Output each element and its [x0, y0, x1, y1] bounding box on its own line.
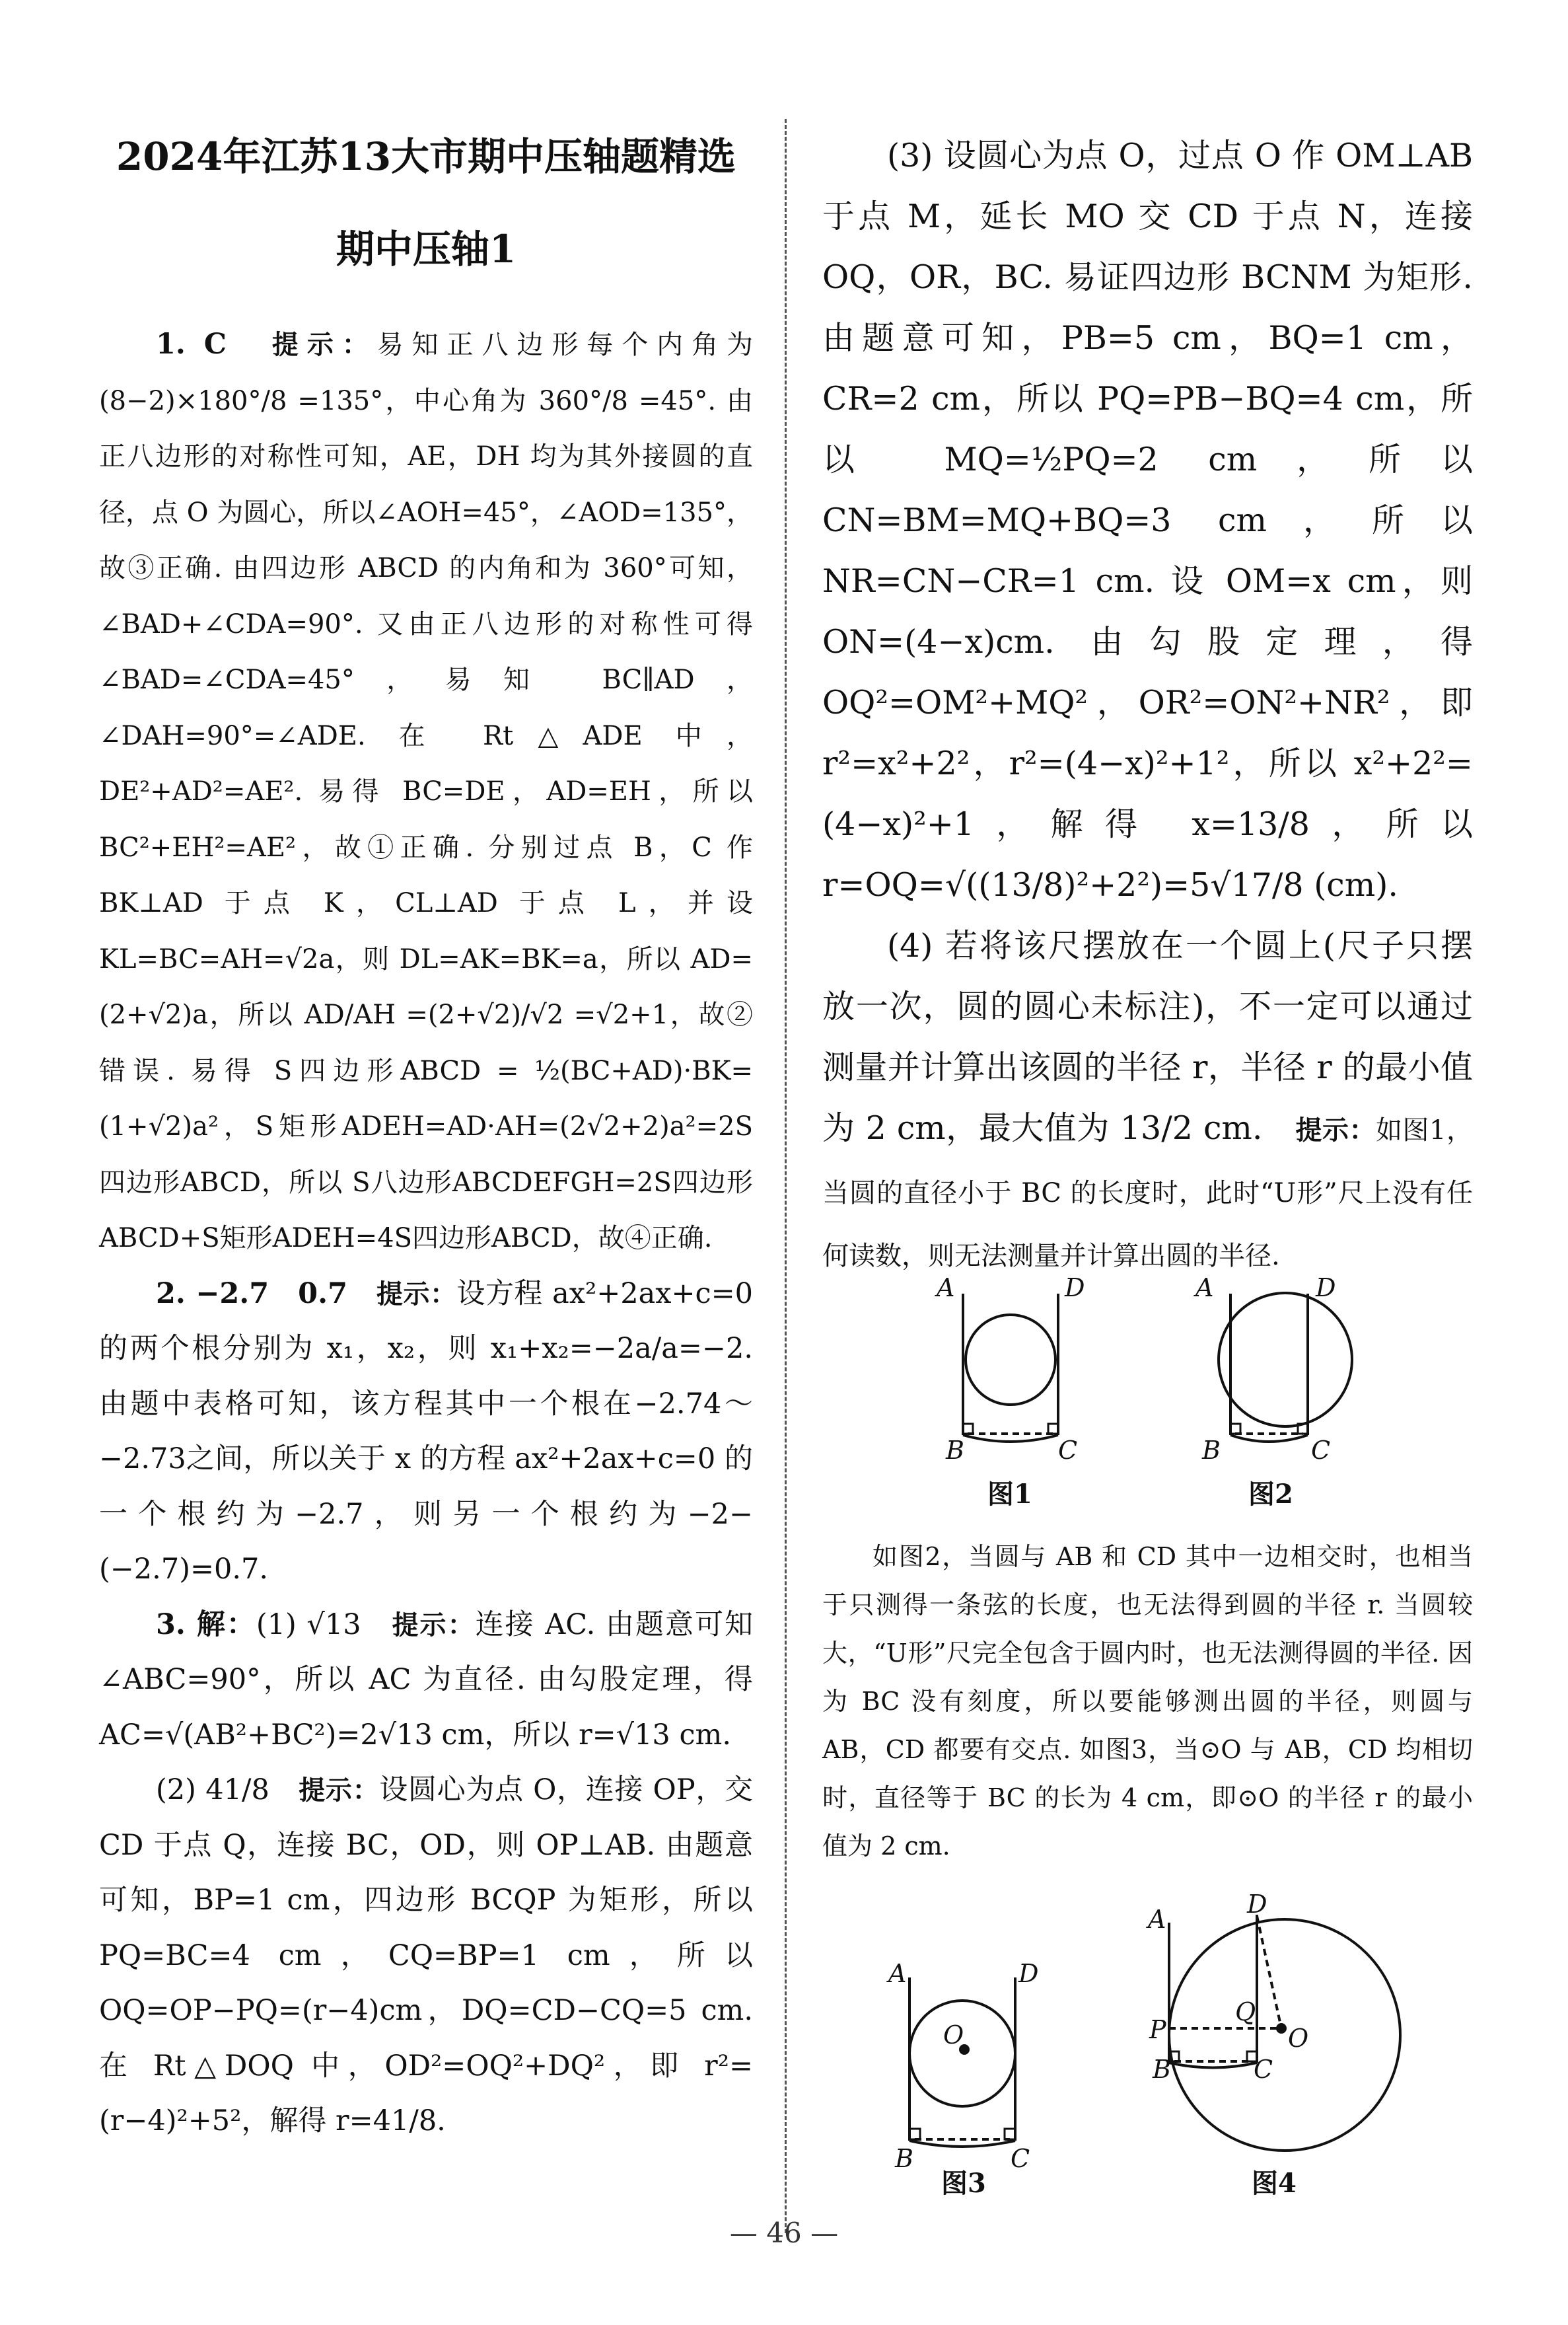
figure-4 [1146, 1890, 1400, 2199]
label-A: A [1195, 1273, 1214, 1302]
label-Q: Q [1235, 1997, 1256, 2026]
answer-3-4-text: (4) 若将该尺摆放在一个圆上(尺子只摆放一次，圆的圆心未标注)，不一定可以通过测量并计算出该圆的半径 r，半径 r 的最小值为 2 cm，最大值为 13/2 cm. [822, 927, 1473, 1147]
figure-4-caption: 图4 [1252, 2168, 1297, 2199]
page-number: — 46 — [729, 2217, 839, 2249]
label-B: B [946, 1436, 964, 1465]
label-P: P [1149, 2015, 1166, 2044]
page-title: 2024年江苏13大市期中压轴题精选 [116, 134, 736, 179]
answer-3-2-text: 设圆心为点 O，连接 OP，交 CD 于点 Q，连接 BC，OD，则 OP⊥AB. 由题意可知，BP=1 cm，四边形 BCQP 为矩形，所以 PQ=BC=4 cm，CQ=BP=1 cm，所以 OQ=OP−PQ=(r−4)cm，DQ=CD−CQ=5 cm. 在 Rt△DOQ 中，OD²=OQ²+DQ²，即 r²=(r−4)²+5²，解得 r=41/8. [99, 1773, 754, 2137]
hint-label: 提示： [376, 1278, 457, 1310]
figure-2-caption: 图2 [1248, 1479, 1293, 1510]
figure-3-caption: 图3 [941, 2168, 986, 2199]
hint-label: 提示： [392, 1609, 476, 1641]
label-B: B [1202, 1436, 1221, 1465]
section-title: 期中压轴1 [336, 227, 517, 272]
figure-2 [1194, 1273, 1352, 1510]
answer-1-text: 易知正八边形每个内角为 (8−2)×180°/8 =135°，中心角为 360°/8 =45°. 由正八边形的对称性可知，AE，DH 均为其外接圆的直径，点 O 为圆心，所以∠AOH=45°，∠AOD=135°，故③正确. 由四边形 ABCD 的内角和为 360°可知，∠BAD+∠CDA=90°. 又由正八边形的对称性可得∠BAD=∠CDA=45°，易知 BC∥AD，∠DAH=90°=∠ADE. 在 Rt△ADE 中，DE²+AD²=AE². 易得 BC=DE，AD=EH，所以 BC²+EH²=AE²，故①正确. 分别过点 B，C 作 BK⊥AD 于点 K，CL⊥AD 于点 L，并设 KL=BC=AH=√2a，则 DL=AK=BK=a，所以 AD=(2+√2)a，所以 AD/AH =(2+√2)/√2 =√2+1，故②错误. 易得 S四边形ABCD = ½(BC+AD)·BK=(1+√2)a²，S矩形ADEH=AD·AH=(2√2+2)a²=2S四边形ABCD，所以 S八边形ABCDEFGH=2S四边形ABCD+S矩形ADEH=4S四边形ABCD，故④正确. [99, 330, 754, 1253]
answer-1-label: 1. C [156, 328, 227, 361]
label-D: D [1247, 1890, 1267, 1919]
label-B: B [1153, 2055, 1171, 2084]
answer-3-part-3: (3) 设圆心为点 O，过点 O 作 OM⊥AB 于点 M，延长 MO 交 CD 于点 N，连接 OQ，OR，BC. 易证四边形 BCNM 为矩形. 由题意可知，PB=5 cm，BQ=1 cm，CR=2 cm，所以 PQ=PB−BQ=4 cm，所以 MQ=½PQ=2 cm，所以 CN=BM=MQ+BQ=3 cm，所以 NR=CN−CR=1 cm. 设 OM=x cm，则 ON=(4−x)cm. 由勾股定理，得 OQ²=OM²+MQ²，OR²=ON²+NR²，即 r²=x²+2²，r²=(4−x)²+1²，所以 x²+2²=(4−x)²+1，解得 x=13/8，所以 r=OQ=√((13/8)²+2²)=5√17/8 (cm). [822, 137, 1473, 904]
hint-label: 提示： [299, 1775, 380, 1806]
label-O: O [943, 2020, 964, 2049]
label-C: C [1058, 1436, 1078, 1465]
figure-1-caption: 图1 [987, 1479, 1032, 1510]
hint-label: 提示： [1295, 1115, 1376, 1146]
answer-3-2-answer: (2) 41/8 [156, 1773, 269, 1806]
hint-label: 提示： [271, 329, 377, 360]
answer-3-label: 3. 解： [156, 1607, 256, 1641]
answer-3-1-text: 连接 AC. 由题意可知∠ABC=90°，所以 AC 为直径. 由勾股定理，得 AC=√(AB²+BC²)=2√13 cm，所以 r=√13 cm. [99, 1607, 753, 1752]
label-C: C [1254, 2055, 1273, 2084]
label-D: D [1018, 1959, 1039, 1988]
answer-3-4-hint: 如图1，当圆的直径小于 BC 的长度时，此时“U形”尺上没有任何读数，则无法测量并计算出圆的半径. [822, 1115, 1474, 1271]
answer-2-label: 2. −2.7 0.7 [156, 1276, 347, 1310]
label-C: C [1011, 2144, 1030, 2173]
label-D: D [1316, 1273, 1336, 1302]
figure-3 [886, 1959, 1038, 2199]
label-A: A [888, 1959, 907, 1988]
answer-2-text: 设方程 ax²+2ax+c=0 的两个根分别为 x₁，x₂，则 x₁+x₂=−2a/a=−2. 由题中表格可知，该方程其中一个根在−2.74～−2.73之间，所以关于 x 的方程 ax²+2ax+c=0 的一个根约为−2.7，则另一个根约为−2−(−2.7)=0.7. [99, 1276, 753, 1586]
answer-3-1-answer: (1) √13 [256, 1607, 361, 1641]
answer-3-4-hint-continued: 如图2，当圆与 AB 和 CD 其中一边相交时，也相当于只测得一条弦的长度，也无法得到圆的半径 r. 当圆较大，“U形”尺完全包含于圆内时，也无法测得圆的半径. 因为 BC 没有刻度，所以要能够测出圆的半径，则圆与 AB，CD 都要有交点. 如图3，当⊙O 与 AB，CD 均相切时，直径等于 BC 的长为 4 cm，即⊙O 的半径 r 的最小值为 2 cm. [822, 1542, 1473, 1861]
label-A: A [1148, 1905, 1166, 1934]
label-A: A [937, 1273, 955, 1302]
figure-1 [935, 1273, 1085, 1510]
label-B: B [895, 2144, 913, 2173]
label-D: D [1065, 1273, 1085, 1302]
label-O: O [1288, 2024, 1309, 2053]
label-C: C [1311, 1436, 1331, 1465]
